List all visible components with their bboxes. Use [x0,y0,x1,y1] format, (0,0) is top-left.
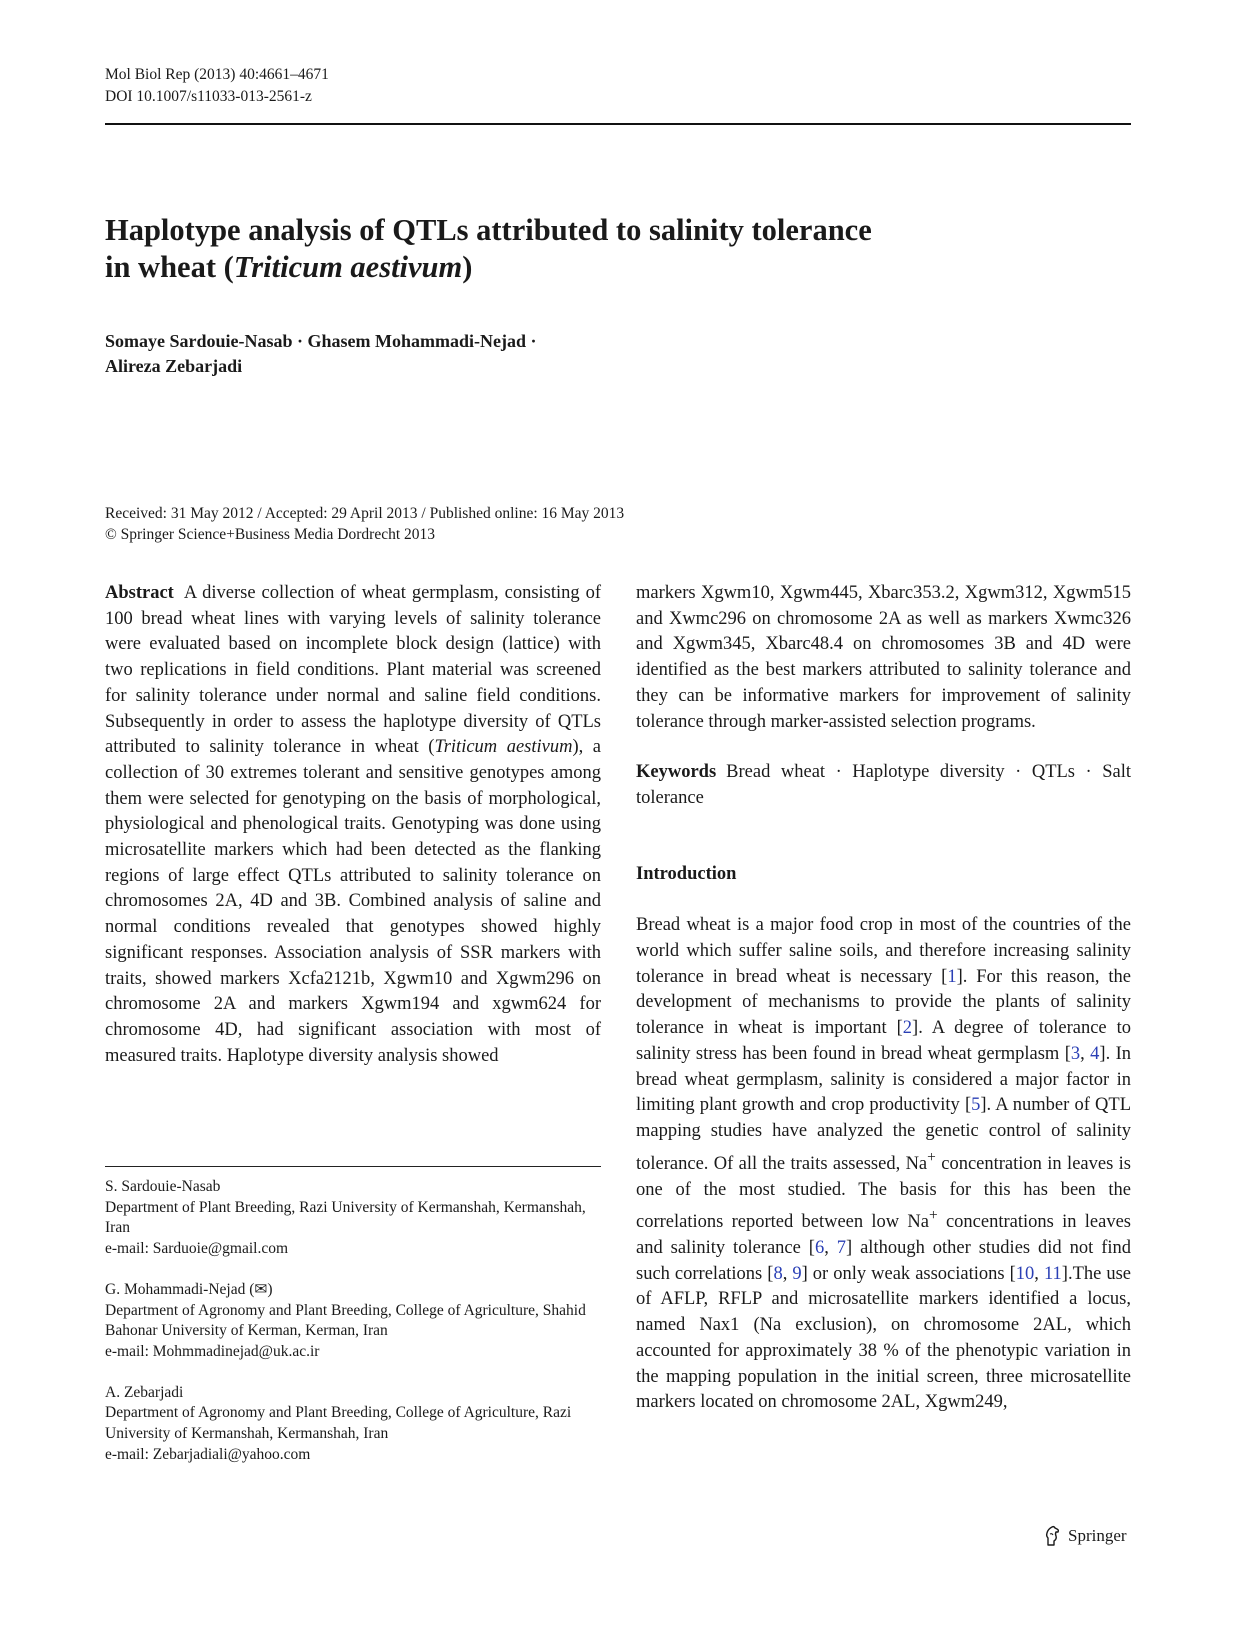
author-separator: · [526,331,537,351]
reference-link[interactable]: 3 [1070,1043,1081,1064]
intro-text: ]. In bread wheat germplasm, salinity is considered a major factor in limiting plant growth and crop productivity [ [636,1043,1131,1116]
journal-header [105,64,329,108]
affiliation-block [105,1280,601,1363]
springer-horse-icon [1042,1525,1062,1547]
author-name: Somaye Sardouie-Nasab [105,331,293,351]
intro-text: ]. A number of QTL mapping studies have analyzed the genetic control of salinity tolerance. Of all the traits assessed, Na [636,1095,1131,1174]
intro-text: ] or only weak associations [ [801,1263,1016,1284]
reference-link[interactable]: 10 [1015,1263,1035,1284]
reference-link[interactable]: 7 [836,1238,846,1259]
affiliation-name: S. Sardouie-Nasab [105,1178,221,1195]
author-list [105,329,537,379]
intro-text: concentration in leaves is one of the most studied. The basis for this has been the correlations reported between low Na [636,1153,1131,1233]
reference-link[interactable]: 5 [971,1095,981,1116]
keywords-label: Keywords [636,762,717,783]
introduction-heading: Introduction [636,863,737,884]
journal-citation: Mol Biol Rep (2013) 40:4661–4671 [105,66,329,83]
keywords [636,760,1131,811]
intro-text: ]. For this reason, the development of mechanisms to provide the plants of salinity tolerance in wheat is important [ [636,966,1131,1039]
abstract-text-2: ), a collection of 30 extremes tolerant and sensitive genotypes among them were selected for genotyping on the basis of morphological, physiological and phenological traits. Genotyping was done using microsatellite markers which had been detected as the flanking regions of large effect QTLs attributed to salinity tolerance on chromosomes 2A, 4D and 3B. Combined analysis of saline and normal conditions revealed that genotypes showed highly significant responses. Association analysis of SSR markers with traits, showed markers Xcfa2121b, Xgwm10 and Xgwm296 on chromosome 2A and markers Xgwm194 and xgwm624 for chromosome 4D, had significant association with most of measured traits. Haplotype diversity analysis showed [105,737,601,1066]
affiliation-email[interactable]: e-mail: Sarduoie@gmail.com [105,1240,289,1258]
introduction-paragraph [636,913,1131,1416]
affiliation-name: G. Mohammadi-Nejad (✉) [105,1280,273,1298]
intro-text: , [824,1238,837,1259]
affiliation-dept: Department of Plant Breeding, Razi University of Kermanshah, Kermanshah, Iran [105,1198,586,1237]
title-species: Triticum aestivum [233,250,463,284]
author-name: Ghasem Mohammadi-Nejad [307,331,527,351]
left-column [105,581,601,1069]
affiliation-block [105,1177,601,1260]
author-name: Alireza Zebarjadi [105,356,243,376]
affiliation-dept: Department of Agronomy and Plant Breeding, College of Agriculture, Shahid Bahonar University of Kerman, Kerman, Iran [105,1301,586,1340]
intro-text: concentrations in leaves and salinity tolerance [ [636,1212,1131,1259]
reference-link[interactable]: 1 [947,966,957,987]
springer-logo [1042,1525,1127,1547]
superscript-plus: + [928,1207,938,1225]
abstract-text-1: A diverse collection of wheat germplasm, consisting of 100 bread wheat lines with varying levels of salinity tolerance were evaluated based on incomplete block design (lattice) with two replications in field conditions. Plant material was screened for salinity tolerance under normal and saline field conditions. Subsequently in order to assess the haplotype diversity of QTLs attributed to salinity tolerance in wheat ( [105,583,601,758]
author-affiliations [105,1177,601,1485]
intro-text: , [782,1263,793,1284]
header-rule [105,123,1131,125]
abstract [105,581,601,1069]
reference-link[interactable]: 11 [1043,1263,1062,1284]
author-separator: · [292,331,308,351]
affiliation-block [105,1383,601,1466]
title-line-2-suffix: ) [462,250,473,284]
reference-link[interactable]: 6 [814,1238,825,1259]
reference-link[interactable]: 9 [792,1263,802,1284]
doi: DOI 10.1007/s11033-013-2561-z [105,88,312,105]
affiliation-email[interactable]: e-mail: Mohmmadinejad@uk.ac.ir [105,1342,320,1360]
abstract-continued: markers Xgwm10, Xgwm445, Xbarc353.2, Xgwm312, Xgwm515 and Xwmc296 on chromosome 2A as well as markers Xwmc326 and Xgwm345, Xbarc48.4 on chromosomes 3B and 4D were identified as the best markers attributed to salinity tolerance and they can be informative markers for improvement of salinity tolerance through marker-assisted selection programs. [636,583,1131,732]
affiliation-email[interactable]: e-mail: Zebarjadiali@yahoo.com [105,1445,311,1463]
date-history: Received: 31 May 2012 / Accepted: 29 April 2013 / Published online: 16 May 2013 [105,505,625,522]
title-line-2-prefix: in wheat ( [105,250,234,284]
title-line-1: Haplotype analysis of QTLs attributed to salinity tolerance [105,213,872,247]
intro-text: , [1080,1043,1091,1064]
right-column [636,581,1131,1416]
intro-text: ].The use of AFLP, RFLP and microsatellite markers identified a locus, named Nax1 (Na exclusion), on chromosome 2AL, which accounted for approximately 38 % of the phenotypic variation in the mapping population in the initial screen, three microsatellite markers located on chromosome 2AL, Xgwm249, [636,1263,1132,1413]
keywords-text: Bread wheat · Haplotype diversity · QTLs · Salt tolerance [636,762,1131,808]
reference-link[interactable]: 2 [902,1018,913,1039]
intro-text: , [1034,1263,1044,1284]
abstract-species: Triticum aestivum [434,737,573,758]
publication-dates [105,503,624,545]
superscript-plus: + [927,1148,936,1166]
affiliation-rule [105,1166,601,1167]
article-title [105,212,1005,286]
abstract-label: Abstract [105,583,174,603]
intro-text: ] although other studies did not find such correlations [ [636,1238,1131,1284]
affiliation-name: A. Zebarjadi [105,1383,184,1401]
reference-link[interactable]: 8 [773,1263,783,1284]
intro-text: Bread wheat is a major food crop in most of the countries of the world which suffer saline soils, and therefore increasing salinity tolerance in bread wheat is necessary [ [636,915,1131,987]
affiliation-dept: Department of Agronomy and Plant Breeding, College of Agriculture, Razi University of Kermanshah, Kermanshah, Iran [105,1404,572,1443]
publisher-name: Springer [1068,1526,1127,1545]
intro-text: ]. A degree of tolerance to salinity stress has been found in bread wheat germplasm [ [636,1018,1132,1064]
copyright: © Springer Science+Business Media Dordrecht 2013 [105,526,436,543]
reference-link[interactable]: 4 [1090,1043,1100,1064]
